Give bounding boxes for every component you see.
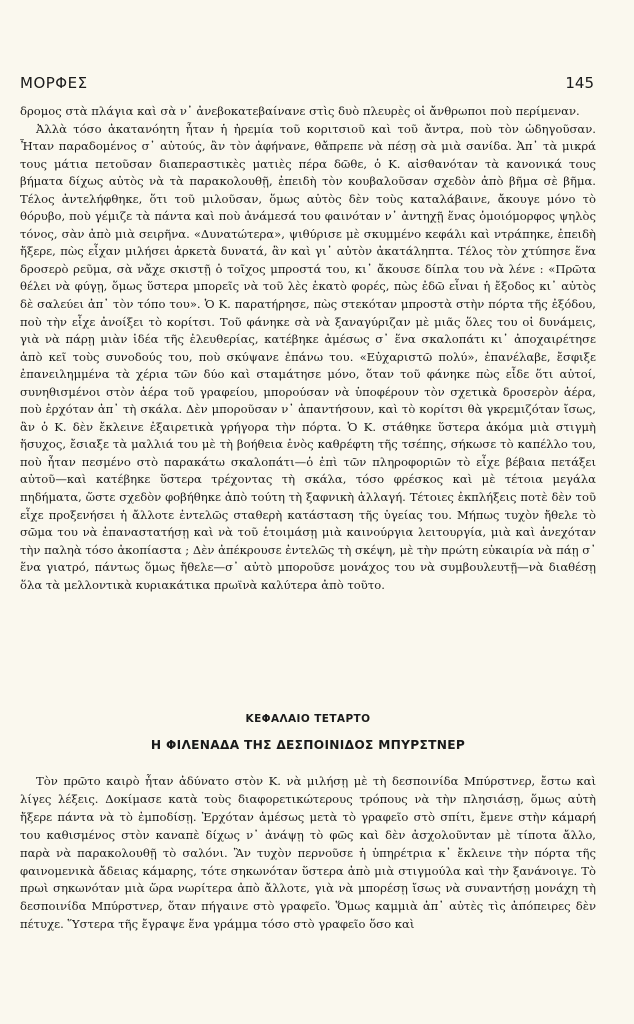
chapter-number: ΚΕΦΑΛΑΙΟ ΤΕΤΑΡΤΟ <box>245 713 371 725</box>
page-number: 145 <box>565 74 594 92</box>
document-page <box>20 0 614 1024</box>
running-header <box>20 74 594 96</box>
chapter-title: Η ΦΙΛΕΝΑΔΑ ΤΗΣ ΔΕΣΠΟΙΝΙΔΟΣ ΜΠΥΡΣΤΝΕΡ <box>150 738 466 752</box>
paragraph: Ἀλλὰ τόσο ἀκατανόητη ἦταν ἡ ἠρεμία τοῦ κοριτσιοῦ καὶ τοῦ ἄντρα, ποὺ τὸν ὡδηγοῦσαν. Ἦταν παραδομένος σ᾿ αὐτούς, ἂν τὸν ἀφήνανε, θἄπρεπε νὰ πέσῃ σὰ μιὰ σανίδα. Ἀπ᾿ τὰ μικρά τους μάτια πετοῦσαν διαπεραστικὲς ματιὲς πέρα δῶθε, ὁ Κ. αἰσθανόταν τὰ κανονικά τους βήματα δίχως αὐτὸς νὰ τὰ παρακολουθῇ, ἐπειδὴ τὸν κουβαλοῦσαν σχεδὸν ἀπὸ βῆμα σὲ βῆμα. Τέλος ἀντελήφθηκε, ὅτι τοῦ μιλοῦσαν, ὅμως αὐτὸς δὲν τοὺς καταλάβαινε, ἄκουγε μόνο τὸ θόρυβο, ποὺ γέμιζε τὰ πάντα καὶ ποὺ ἀνάμεσά του φαινόταν ν᾿ ἀντηχῇ ἕνας ὁμοιόμορφος ψηλὸς τόνος, σὰν ἀπὸ μιὰ σειρῆνα. «Δυνατώτερα», ψιθύρισε μὲ σκυμμένο κεφάλι καὶ ντράπηκε, ἐπειδὴ ἤξερε, πὼς εἶχαν μιλήσει ἀρκετὰ δυνατά, ἂν καὶ γι᾿ αὐτὸν ἀκατάληπτα. Τέλος τὸν χτύπησε ἕνα δροσερὸ ρεῦμα, σὰ νἄχε σκιστῇ ὁ τοῖχος μπροστά του, κι᾿ ἄκουσε δίπλα του νὰ λένε : «Πρῶτα θέλει νὰ φύγῃ, ὅμως ὕστερα μπορεῖς νὰ τοῦ λὲς ἑκατὸ φορές, πὼς ἐδῶ εἶναι ἡ ἔξοδος κι᾿ αὐτὸς δὲ σαλεύει ἀπ᾿ τὸν τόπο του». Ὁ Κ. παρατήρησε, πὼς στεκόταν μπροστὰ στὴν πόρτα τῆς ἐξόδου, ποὺ τὴν εἶχε ἀνοίξει τὸ κορίτσι. Τοῦ φάνηκε σὰ νὰ ξαναγύριζαν μὲ μιᾶς ὅλες του οἱ δυνάμεις, γιὰ νὰ πάρῃ μιὰν ἰδέα τῆς ἐλευθερίας, κατέβηκε ἀμέσως σ᾿ ἕνα σκαλοπάτι κι᾿ ἀποχαιρέτησε ἀπὸ κεῖ τοὺς συνοδούς του, ποὺ σκύψανε ἐπάνω του. «Εὐχαριστῶ πολύ», ἐπανέλαβε, ἔσφιξε ἐπανειλημμένα τὰ χέρια τῶν δύο καὶ σταμάτησε μόνο, ὅταν τοῦ φάνηκε πὼς εἶδε ὅτι αὐτοί, συνηθισμένοι στὸν ἀέρα τοῦ γραφείου, μπορούσαν νὰ ὑποφέρουν τὸν σχετικὰ δροσερὸν ἀέρα, ποὺ ἐρχόταν ἀπ᾿ τὴ σκάλα. Δὲν μποροῦσαν ν᾿ ἀπαντήσουν, καὶ τὸ κορίτσι θὰ γκρεμιζόταν ἴσως, ἂν ὁ Κ. δὲν ἔκλεινε ἐξαιρετικὰ γρήγορα τὴν πόρτα. Ὁ Κ. στάθηκε ὕστερα ἀκόμα μιὰ στιγμὴ ἥσυχος, ἔσιαξε τὰ μαλλιά του μὲ τὴ βοήθεια ἑνὸς καθρέφτη τῆς τσέπης, σήκωσε τὸ καπέλλο του, ποὺ ἦταν πεσμένο στὸ παρακάτω σκαλοπάτι—ὁ ἐπὶ τῶν πληροφοριῶν τὸ εἶχε βέβαια πετάξει αὐτοῦ—καὶ κατέβηκε ὕστερα τρέχοντας τὴ σκάλα, τόσο φρέσκος καὶ μὲ τέτοια μεγάλα πηδήματα, ὥστε σχεδὸν φοβήθηκε ἀπὸ τούτη τὴ ξαφνικὴ ἀλλαγή. Τέτοιες ἐκπλήξεις ποτὲ δὲν τοῦ εἶχε προξενήσει ἡ ἄλλοτε ἐντελῶς σταθερὴ κατάσταση τῆς ὑγείας του. Μήπως τυχὸν ἤθελε τὸ σῶμα του νὰ ἐπαναστατήσῃ καὶ νὰ τοῦ ἑτοιμάσῃ μιὰ καινούργια λειτουργία, μιὰ καὶ ἀνεχόταν τὴν παληὰ τόσο ἀκοπίαστα ; Δὲν ἀπέκρουσε ἐντελῶς τὴ σκέψη, μὲ τὴν πρώτη εὐκαιρία νὰ πάῃ σ᾿ ἕνα γιατρό, πάντως ὅμως ἤθελε—σ᾿ αὐτὸ μποροῦσε μονάχος του νὰ συμβουλευτῇ—νὰ διαθέσῃ ὅλα τὰ μελλοντικὰ κυριακάτικα πρωϊνὰ καλύτερα ἀπὸ τοῦτο. <box>20 121 596 592</box>
paragraph: Τὸν πρῶτο καιρὸ ἦταν ἀδύνατο στὸν Κ. νὰ μιλήσῃ μὲ τὴ δεσποινίδα Μπύρστνερ, ἔστω καὶ λίγες λέξεις. Δοκίμασε κατὰ τοὺς διαφορετικώτερους τρόπους νὰ τὴν πλησιάσῃ, ὅμως αὐτὴ ἤξερε πάντα νὰ τὸ ἐμποδίσῃ. Ἐρχόταν ἀμέσως μετὰ τὸ γραφεῖο στὸ σπίτι, ἔμενε στὴν κάμαρή του καθισμένος στὸν καναπὲ δίχως ν᾿ ἀνάψῃ τὸ φῶς καὶ δὲν ἀσχολοῦνταν μὲ τίποτα ἄλλο, παρὰ νὰ παρακολουθῇ τὸ σαλόνι. Ἂν τυχὸν περνοῦσε ἡ ὑπηρέτρια κ᾿ ἔκλεινε τὴν πόρτα τῆς φαινομενικὰ ἄδειας κάμαρης, τότε σηκωνόταν ὕστερα ἀπὸ μιὰ στιγμούλα καὶ τὴν ξανάνοιγε. Τὸ πρωὶ σηκωνόταν μιὰ ὥρα νωρίτερα ἀπὸ ἄλλοτε, γιὰ νὰ μπορέσῃ ἴσως νὰ συναντήσῃ μονάχη τὴ δεσποινίδα Μπύρστνερ, ὅταν πήγαινε στὸ γραφεῖο. Ὅμως καμμιὰ ἀπ᾿ αὐτὲς τὶς ἀπόπειρες δὲν πέτυχε. Ὕστερα τῆς ἔγραψε ἕνα γράμμα τόσο στὸ γραφεῖο ὅσο καὶ <box>20 774 596 932</box>
paragraph-continuation: δρομος στὰ πλάγια καὶ σὰ ν᾿ ἀνεβοκατεβαίνανε στὶς δυὸ πλευρὲς οἱ ἄνθρωποι ποὺ περίμεναν. <box>20 104 580 118</box>
section-body-2 <box>20 773 596 934</box>
journal-title: ΜΟΡΦΕΣ <box>20 74 88 92</box>
section-body-1 <box>20 103 596 594</box>
